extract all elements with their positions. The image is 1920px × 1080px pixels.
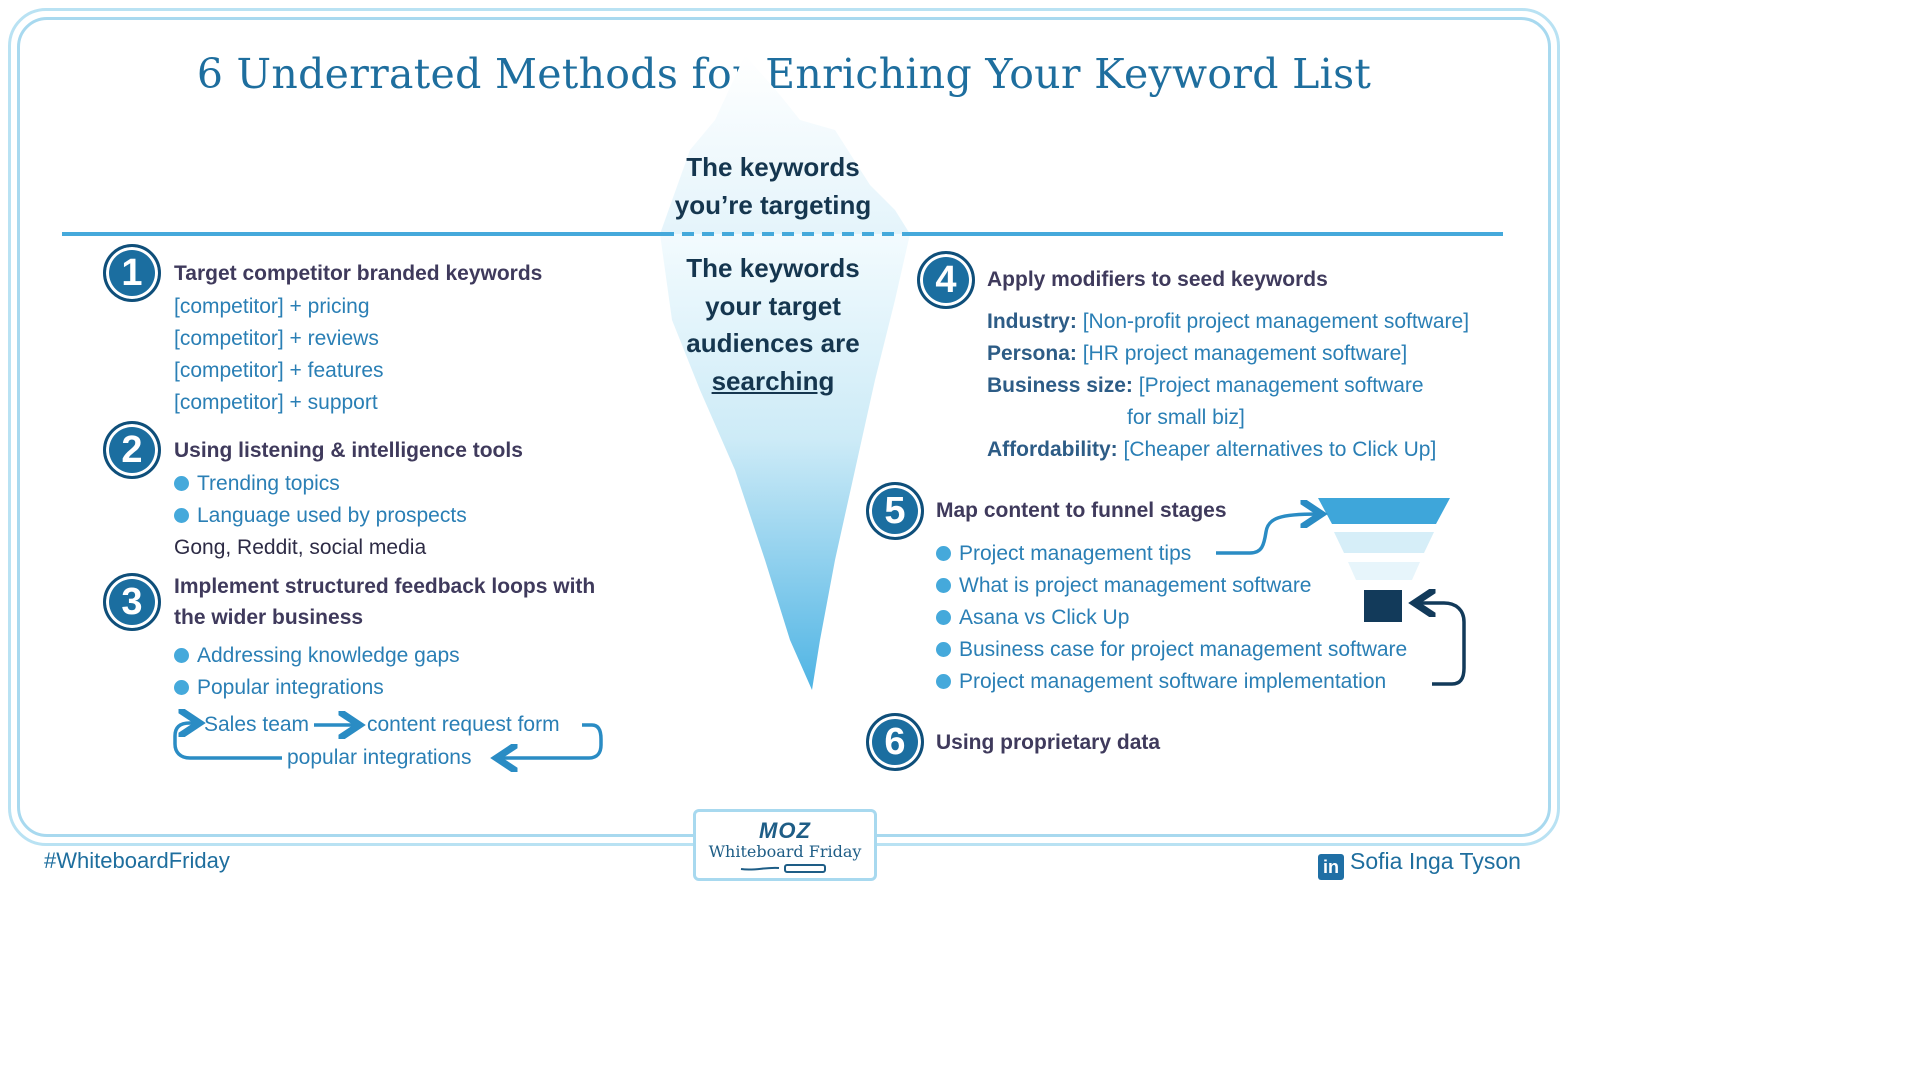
method-1-item-4: [competitor] + support (174, 391, 378, 414)
author-name: Sofia Inga Tyson (1350, 848, 1521, 874)
method-5-bullet-4: Business case for project management software (936, 634, 1407, 666)
iceberg-bottom-line-3: audiences are (686, 328, 860, 358)
iceberg-bottom-line-2: your target (705, 290, 841, 321)
bullet-dot (936, 674, 951, 689)
method-3-bullet-2: Popular integrations (174, 672, 384, 704)
method-number-6: 6 (866, 713, 924, 771)
iceberg-top-label (650, 148, 896, 224)
funnel-back-arrow (1418, 603, 1464, 684)
method-number-3: 3 (103, 573, 161, 631)
method-number-2: 2 (103, 421, 161, 479)
method-4-heading: Apply modifiers to seed keywords (987, 268, 1328, 291)
modifier-industry: Industry: [Non-profit project management software] (987, 310, 1470, 333)
method-3-heading-line-2: the wider business (174, 606, 364, 629)
iceberg-bottom-emphasis: searching (711, 365, 835, 396)
bullet-dot (936, 546, 951, 561)
bullet-dot (174, 476, 189, 491)
modifier-persona: Persona: [HR project management software] (987, 342, 1408, 365)
flow-end: popular integrations (287, 746, 472, 769)
flow-middle: content request form (367, 713, 560, 736)
method-2-note: Gong, Reddit, social media (174, 536, 427, 559)
funnel-in-arrow (1216, 514, 1318, 553)
method-2-heading: Using listening & intelligence tools (174, 439, 523, 462)
modifier-affordability: Affordability: [Cheaper alternatives to Click Up] (987, 438, 1437, 461)
bullet-dot (174, 680, 189, 695)
bullet-dot (174, 648, 189, 663)
page-title: 6 Underrated Methods for Enriching Your Keyword List (196, 50, 1372, 98)
method-5-bullet-2: What is project management software (936, 570, 1312, 602)
bullet-dot (174, 508, 189, 523)
method-3-bullet-1: Addressing knowledge gaps (174, 640, 460, 672)
marker-icon (735, 862, 835, 874)
method-3-heading-line-1: Implement structured feedback loops with (174, 575, 596, 598)
method-5-bullet-5: Project management software implementation (936, 666, 1386, 698)
method-6-heading: Using proprietary data (936, 731, 1161, 754)
method-1-item-1: [competitor] + pricing (174, 295, 370, 318)
flow-start: Sales team (204, 713, 310, 736)
iceberg-top-line-1: The keywords (686, 152, 860, 182)
linkedin-icon: in (1318, 854, 1344, 880)
moz-whiteboard-friday-badge (693, 809, 877, 881)
method-5-bullet-1: Project management tips (936, 538, 1191, 570)
badge-subtitle: Whiteboard Friday (708, 842, 862, 861)
iceberg-bottom-line-1: The keywords (686, 253, 860, 283)
method-number-1: 1 (103, 244, 161, 302)
method-2-bullet-2: Language used by prospects (174, 500, 467, 532)
modifier-business-size: Business size: [Project management software (987, 374, 1424, 397)
method-number-5: 5 (866, 482, 924, 540)
modifier-business-size-cont: for small biz] (1127, 406, 1245, 429)
method-5-bullet-3: Asana vs Click Up (936, 602, 1129, 634)
hashtag-label: #WhiteboardFriday (44, 848, 230, 873)
bullet-dot (936, 610, 951, 625)
moz-logo: MOZ (759, 818, 811, 843)
iceberg-top-line-2: you’re targeting (674, 190, 872, 220)
bullet-dot (936, 642, 951, 657)
method-number-4: 4 (917, 251, 975, 309)
author-credit (1318, 848, 1521, 880)
iceberg-bottom-label (650, 250, 896, 400)
bullet-dot (936, 578, 951, 593)
method-1-heading: Target competitor branded keywords (174, 262, 543, 285)
method-1-item-2: [competitor] + reviews (174, 327, 379, 350)
method-2-bullet-1: Trending topics (174, 468, 340, 500)
method-1-item-3: [competitor] + features (174, 359, 384, 382)
method-5-heading: Map content to funnel stages (936, 499, 1227, 522)
